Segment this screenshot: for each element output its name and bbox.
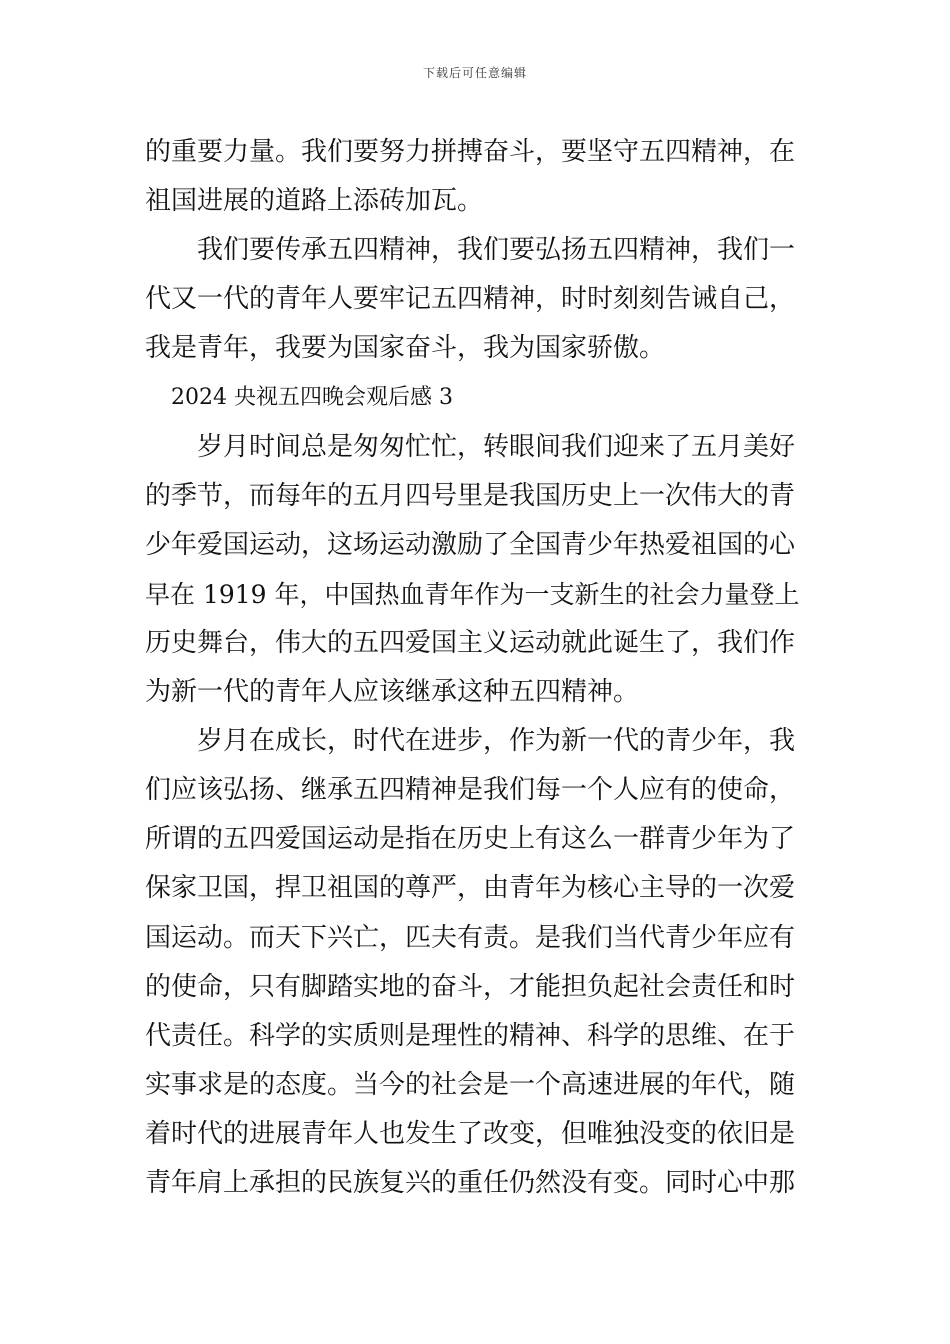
text-line: 实事求是的态度。当今的社会是一个高速进展的年代，随: [145, 1069, 796, 1100]
text-line: 国运动。而天下兴亡，匹夫有责。是我们当代青少年应有: [145, 922, 796, 953]
text-line: 们应该弘扬、继承五四精神是我们每一个人应有的使命，: [145, 775, 796, 806]
paragraph-start-line: 岁月时间总是匆匆忙忙，转眼间我们迎来了五月美好: [197, 431, 796, 462]
text-line: 着时代的进展青年人也发生了改变，但唯独没变的依旧是: [145, 1118, 796, 1149]
text-line: 代责任。科学的实质则是理性的精神、科学的思维、在于: [145, 1020, 796, 1051]
text-line: 的使命，只有脚踏实地的奋斗，才能担负起社会责任和时: [145, 971, 796, 1002]
page-header: 下载后可任意编辑: [422, 66, 527, 80]
paragraph-start-line: 岁月在成长，时代在进步，作为新一代的青少年，我: [197, 726, 796, 757]
text-line: 历史舞台，伟大的五四爱国主义运动就此诞生了，我们作: [145, 627, 796, 658]
text-line: 所谓的五四爱国运动是指在历史上有这么一群青少年为了: [145, 824, 796, 855]
section-heading: 2024 央视五四晚会观后感 3: [171, 385, 453, 411]
paragraph-start-line: 我们要传承五四精神，我们要弘扬五四精神，我们一: [197, 235, 796, 266]
text-line: 祖国进展的道路上添砖加瓦。: [145, 186, 484, 217]
text-line: 青年肩上承担的民族复兴的重任仍然没有变。同时心中那: [145, 1167, 796, 1198]
text-line: 为新一代的青年人应该继承这种五四精神。: [145, 677, 640, 708]
text-line: 的重要力量。我们要努力拼搏奋斗，要坚守五四精神，在: [145, 137, 796, 167]
document-body: [145, 128, 807, 1208]
text-line: 代又一代的青年人要牢记五四精神，时时刻刻告诫自己，: [145, 284, 796, 315]
text-line: 少年爱国运动，这场运动激励了全国青少年热爱祖国的心: [145, 529, 796, 560]
text-line: 保家卫国，捍卫祖国的尊严，由青年为核心主导的一次爱: [145, 873, 796, 904]
text-line: 早在 1919 年，中国热血青年作为一支新生的社会力量登上: [145, 579, 800, 609]
text-line: 的季节，而每年的五月四号里是我国历史上一次伟大的青: [145, 480, 796, 511]
text-line: 我是青年，我要为国家奋斗，我为国家骄傲。: [145, 333, 666, 364]
